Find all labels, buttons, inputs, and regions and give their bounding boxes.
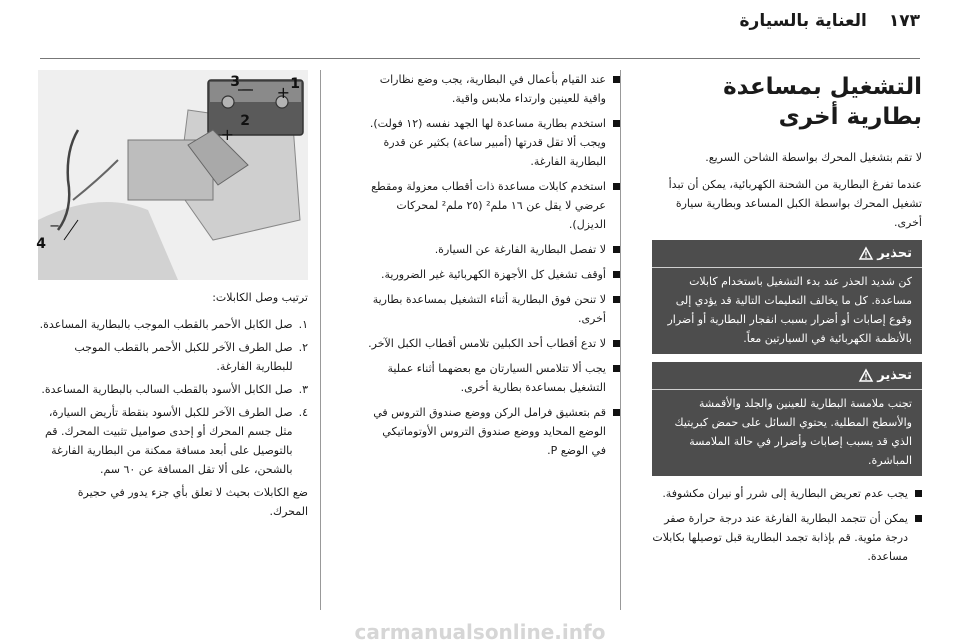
warning-label: تحذير xyxy=(877,368,912,383)
warning-box xyxy=(652,362,922,476)
list-item xyxy=(368,177,620,234)
step-item xyxy=(38,338,308,376)
callout-number: 2 xyxy=(240,113,250,129)
list-item xyxy=(368,334,620,353)
steps-title: ترتيب وصل الكابلات: xyxy=(212,291,308,304)
bullet-square-icon xyxy=(613,365,620,372)
bullet-square-icon xyxy=(613,183,620,190)
bullet-square-icon xyxy=(915,515,922,522)
warning-text: كن شديد الحذر عند بدء التشغيل باستخدام كابلات مساعدة. كل ما يخالف التعليمات التالية قد يؤدي إلى وقوع إصابات أو أضرار بسبب انفجار البطارية أو أضرار بالأنظمة الكهربائية في السيارتين معاً. xyxy=(667,275,912,345)
warning-box xyxy=(652,240,922,354)
bullet-square-icon xyxy=(613,340,620,347)
intro-paragraph: لا تقم بتشغيل المحرك بواسطة الشاحن السريع. xyxy=(705,151,922,164)
step-item xyxy=(38,380,308,399)
polarity-sign: − xyxy=(49,219,60,234)
bullet-square-icon xyxy=(613,409,620,416)
polarity-sign: + xyxy=(276,83,290,102)
steps-list xyxy=(38,315,308,479)
list-item xyxy=(368,403,620,460)
callout-number: 1 xyxy=(290,76,300,92)
watermark: carmanualsonline.info xyxy=(354,620,606,644)
list-item xyxy=(368,265,620,284)
column-divider xyxy=(620,70,621,610)
list-item-text: عند القيام بأعمال في البطارية، يجب وضع نظارات واقية للعينين وارتداء ملابس واقية. xyxy=(379,73,606,105)
list-item xyxy=(652,509,922,566)
bullet-square-icon xyxy=(613,120,620,127)
bullet-square-icon xyxy=(613,271,620,278)
page-header xyxy=(40,8,920,34)
step-text: صل الكابل الأسود بالقطب السالب بالبطارية المساعدة. xyxy=(41,383,293,396)
list-item xyxy=(368,114,620,171)
bullet-square-icon xyxy=(613,246,620,253)
section-title: العناية بالسيارة xyxy=(739,11,867,31)
list-item-text: أوقف تشغيل كل الأجهزة الكهربائية غير الضرورية. xyxy=(381,268,606,281)
polarity-sign: − xyxy=(241,83,252,98)
callout-number: 4 xyxy=(36,236,46,252)
list-item-text: لا تدع أقطاب أحد الكبلين تلامس أقطاب الكبل الآخر. xyxy=(368,337,606,350)
warning-label: تحذير xyxy=(877,246,912,261)
list-item xyxy=(368,240,620,259)
bullet-list xyxy=(652,484,922,566)
battery-jumper-figure xyxy=(38,70,308,280)
bullet-square-icon xyxy=(613,76,620,83)
step-text: صل الكابل الأحمر بالقطب الموجب بالبطارية المساعدة. xyxy=(39,318,293,331)
bullet-square-icon xyxy=(613,296,620,303)
list-item xyxy=(652,484,922,503)
list-item-text: لا تفصل البطارية الفارغة عن السيارة. xyxy=(434,243,606,256)
warning-text: تجنب ملامسة البطارية للعينين والجلد والأقمشة والأسطح المطلية. يحتوي السائل على حمض كبريتيك الذي قد يسبب إصابات وأضرار في حالة الملامسة المباشرة. xyxy=(674,397,912,467)
warning-triangle-icon xyxy=(859,369,873,382)
list-item-text: استخدم بطارية مساعدة لها الجهد نفسه (١٢ فولت). ويجب ألا تقل قدرتها (أمبير ساعة) بكثير عن قدرة البطارية الفارغة. xyxy=(369,117,606,168)
list-item-text: يمكن أن تتجمد البطارية الفارغة عند درجة حرارة صفر درجة مئوية. قم بإذابة تجمد البطارية قبل توصيلها بكابلات مساعدة. xyxy=(652,512,908,563)
step-item xyxy=(38,403,308,479)
intro-paragraph: عندما تفرغ البطارية من الشحنة الكهربائية، يمكن أن تبدأ تشغيل المحرك بواسطة الكبل المساعد وبطارية سيارة أخرى. xyxy=(668,178,922,229)
warning-heading xyxy=(652,362,922,390)
bullet-list xyxy=(368,70,620,460)
list-item-text: يجب عدم تعريض البطارية إلى شرر أو نيران مكشوفة. xyxy=(662,487,908,500)
list-item-text: يجب ألا تتلامس السيارتان مع بعضهما أثناء عملية التشغيل بمساعدة بطارية أخرى. xyxy=(387,362,606,394)
list-item xyxy=(368,70,620,108)
column-divider xyxy=(320,70,321,610)
header-divider xyxy=(40,58,920,59)
step-number: ٣. xyxy=(298,383,308,396)
right-column xyxy=(652,70,922,572)
closing-note: ضع الكابلات بحيث لا تعلق بأي جزء يدور في حجيرة المحرك. xyxy=(77,486,308,518)
step-item xyxy=(38,315,308,334)
left-column xyxy=(38,70,308,529)
list-item xyxy=(368,290,620,328)
list-item-text: قم بتعشيق فرامل الركن ووضع صندوق التروس في الوضع المحايد ووضع صندوق التروس الأوتوماتيكي في الوضع P. xyxy=(373,406,606,457)
polarity-sign: + xyxy=(220,125,234,144)
list-item xyxy=(368,359,620,397)
step-number: ١. xyxy=(298,318,308,331)
list-item-text: استخدم كابلات مساعدة ذات أقطاب معزولة ومقطع عرضي لا يقل عن ١٦ ملم² (٢٥ ملم² لمحركات الديزل). xyxy=(371,180,606,231)
bullet-square-icon xyxy=(915,490,922,497)
list-item-text: لا تنحن فوق البطارية أثناء التشغيل بمساعدة بطارية أخرى. xyxy=(372,293,606,325)
warning-triangle-icon xyxy=(859,247,873,260)
step-number: ٤. xyxy=(298,406,308,419)
callout-number: 3 xyxy=(230,74,240,90)
page-number: ١٧٣ xyxy=(888,11,920,31)
step-text: صل الطرف الآخر للكبل الأسود بنقطة تأريض السيارة، مثل جسم المحرك أو إحدى صواميل تثبيت المحرك. قم بالتوصيل على أبعد مسافة ممكنة من البطارية الفارغة بالشحن، على ألا تقل المسافة عن ٦٠ سم. xyxy=(44,406,293,476)
page-title: التشغيل بمساعدة بطارية أخرى xyxy=(723,74,922,130)
warning-heading xyxy=(652,240,922,268)
step-text: صل الطرف الآخر للكبل الأحمر بالقطب الموجب للبطارية الفارغة. xyxy=(74,341,293,373)
step-number: ٢. xyxy=(298,341,308,354)
middle-column xyxy=(368,70,620,466)
